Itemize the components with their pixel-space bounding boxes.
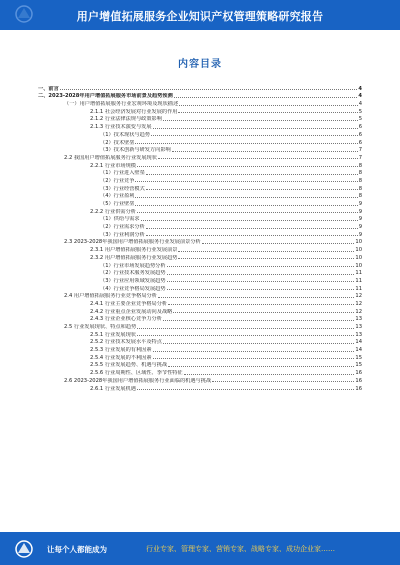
toc-entry-text: 二、2023-2028年用户增值拓展服务市场前景及趋势预测 bbox=[38, 93, 173, 100]
toc-entry-text: （2）行业需求分析 bbox=[100, 224, 145, 231]
toc-entry-page: 15 bbox=[355, 354, 362, 361]
toc-entry-text: 2.1.2 行业法律法规与政策影响 bbox=[90, 116, 162, 123]
dot-leader bbox=[168, 304, 354, 305]
dot-leader bbox=[158, 297, 354, 298]
dot-leader bbox=[179, 105, 358, 106]
dot-leader bbox=[202, 243, 355, 244]
toc-entry-text: 2.5 行业发展现状、特点和趋势 bbox=[64, 324, 137, 330]
dot-leader bbox=[137, 166, 358, 167]
toc-entry-page: 16 bbox=[355, 385, 362, 392]
dot-leader bbox=[167, 266, 355, 267]
dot-leader bbox=[167, 289, 355, 290]
toc-entry-page: 10 bbox=[355, 262, 362, 269]
dot-leader bbox=[151, 135, 358, 136]
toc-entry-text: 2.3.1 用户增值拓展服务行业发展前景 bbox=[90, 247, 178, 254]
toc-entry-page: 7 bbox=[358, 154, 362, 161]
toc-entry-text: （1）供给与需求 bbox=[100, 216, 140, 223]
toc-entry-page: 12 bbox=[355, 293, 362, 300]
page-footer bbox=[0, 532, 400, 565]
dot-leader bbox=[146, 189, 358, 190]
toc-entry-text: 一、前言 bbox=[38, 85, 59, 92]
toc-entry[interactable] bbox=[38, 238, 362, 246]
toc-entry-page: 15 bbox=[355, 362, 362, 369]
toc-entry-page: 5 bbox=[358, 116, 362, 123]
toc-entry[interactable] bbox=[38, 315, 362, 323]
toc-entry-page: 12 bbox=[355, 308, 362, 315]
dot-leader bbox=[167, 274, 355, 275]
footer-tagline: 行业专家、管理专家、营销专家、战略专家、成功企业家…… bbox=[146, 545, 335, 553]
dot-leader bbox=[137, 328, 354, 329]
toc-entry-text: 2.1.3 行业技术演变与发展 bbox=[90, 124, 152, 131]
report-title: 用户增值拓展服务企业知识产权管理策略研究报告 bbox=[76, 10, 324, 23]
toc-entry[interactable] bbox=[38, 199, 362, 207]
toc-entry-text: 2.4 用户增值拓展服务行业竞争格局分析 bbox=[64, 293, 157, 300]
dot-leader bbox=[173, 312, 354, 313]
toc-entry[interactable] bbox=[38, 146, 362, 154]
dot-leader bbox=[168, 366, 354, 367]
toc-entry[interactable] bbox=[38, 322, 362, 330]
toc-entry-text: （4）行业盈利 bbox=[100, 193, 135, 200]
toc-entry-page: 8 bbox=[358, 170, 362, 177]
toc-entry[interactable] bbox=[38, 330, 362, 338]
toc-entry-text: （5）行业壁垒 bbox=[100, 201, 135, 207]
toc-entry-page: 8 bbox=[358, 162, 362, 169]
toc-entry-page: 8 bbox=[358, 177, 362, 184]
toc-entry[interactable] bbox=[38, 184, 362, 192]
dot-leader bbox=[135, 181, 357, 182]
toc-entry-page: 10 bbox=[355, 247, 362, 254]
dot-leader bbox=[184, 374, 355, 375]
toc-entry[interactable] bbox=[38, 376, 362, 384]
toc-entry-page: 8 bbox=[358, 193, 362, 200]
toc-entry-page: 4 bbox=[358, 85, 362, 92]
toc-entry-page: 14 bbox=[355, 347, 362, 354]
dot-leader bbox=[137, 335, 354, 336]
dot-leader bbox=[135, 205, 357, 206]
dot-leader bbox=[172, 151, 358, 152]
dot-leader bbox=[146, 235, 358, 236]
toc-entry-text: 2.4.3 行业企业核心竞争力分析 bbox=[90, 316, 162, 323]
dot-leader bbox=[178, 258, 354, 259]
toc-entry-page: 6 bbox=[358, 131, 362, 138]
toc-entry[interactable] bbox=[38, 207, 362, 215]
toc-entry-page: 16 bbox=[355, 370, 362, 377]
toc-entry-text: 2.2 我国用户增值拓展服务行业发展现状 bbox=[64, 154, 157, 161]
toc-entry-text: 2.4.2 行业重点企业发展动向及战略 bbox=[90, 308, 173, 315]
toc-entry[interactable] bbox=[38, 368, 362, 376]
dot-leader bbox=[141, 220, 358, 221]
dot-leader bbox=[163, 120, 358, 121]
toc-entry-text: 2.4.1 行业主要企业竞争格局分析 bbox=[90, 300, 168, 307]
toc-entry-page: 11 bbox=[355, 285, 362, 292]
toc-entry-page: 14 bbox=[355, 339, 362, 346]
toc-entry-text: 2.6 2023-2028年我国用户增值拓展服务行业面临的机遇与挑战 bbox=[64, 377, 212, 384]
toc-entry[interactable] bbox=[38, 253, 362, 261]
toc-entry-text: 2.5.6 行业周期性、区域性、季节性特征 bbox=[90, 370, 183, 377]
toc-entry-page: 11 bbox=[355, 270, 362, 277]
toc-entry-page: 9 bbox=[358, 201, 362, 207]
toc-entry[interactable] bbox=[38, 345, 362, 353]
toc-entry-page: 13 bbox=[355, 316, 362, 323]
table-of-contents bbox=[38, 84, 362, 392]
toc-entry-page: 9 bbox=[358, 224, 362, 231]
toc-entry[interactable] bbox=[38, 353, 362, 361]
footer-slogan: 让每个人都能成为 bbox=[47, 545, 107, 554]
toc-entry-page: 12 bbox=[355, 300, 362, 307]
toc-entry-text: 2.2.1 行业市场规模 bbox=[90, 162, 136, 169]
toc-entry-text: 2.5.1 行业发展现状 bbox=[90, 331, 136, 338]
page-header bbox=[0, 0, 400, 30]
toc-entry[interactable] bbox=[38, 115, 362, 123]
dot-leader bbox=[178, 112, 357, 113]
toc-entry[interactable] bbox=[38, 122, 362, 130]
dot-leader bbox=[174, 97, 358, 98]
dot-leader bbox=[146, 174, 358, 175]
toc-entry[interactable] bbox=[38, 192, 362, 200]
toc-entry-page: 13 bbox=[355, 331, 362, 338]
toc-entry-page: 10 bbox=[355, 254, 362, 261]
toc-entry-text: 2.1.1 社会经济发展对行业发展的作用 bbox=[90, 108, 178, 115]
toc-entry[interactable] bbox=[38, 169, 362, 177]
toc-entry[interactable] bbox=[38, 130, 362, 138]
dot-leader bbox=[212, 381, 354, 382]
dot-leader bbox=[178, 251, 354, 252]
logo-icon bbox=[14, 539, 34, 559]
dot-leader bbox=[153, 358, 355, 359]
toc-entry-text: （3）行业经营模式 bbox=[100, 185, 145, 192]
toc-entry[interactable] bbox=[38, 384, 362, 392]
toc-entry[interactable] bbox=[38, 245, 362, 253]
dot-leader bbox=[146, 228, 358, 229]
toc-entry-page: 9 bbox=[358, 208, 362, 215]
toc-entry[interactable] bbox=[38, 222, 362, 230]
toc-entry-page: 4 bbox=[358, 93, 362, 100]
toc-entry-page: 7 bbox=[358, 147, 362, 154]
dot-leader bbox=[163, 343, 354, 344]
toc-entry-text: 2.2.2 行业供需分析 bbox=[90, 208, 136, 215]
toc-entry-page: 13 bbox=[355, 324, 362, 330]
toc-entry[interactable] bbox=[38, 153, 362, 161]
dot-leader bbox=[135, 197, 357, 198]
dot-leader bbox=[137, 212, 358, 213]
toc-entry-page: 10 bbox=[355, 239, 362, 246]
toc-entry-text: 2.5.4 行业发展的不利因素 bbox=[90, 354, 152, 361]
toc-entry-text: （2）行业竞争 bbox=[100, 177, 135, 184]
toc-entry-page: 5 bbox=[358, 108, 362, 115]
toc-entry-text: （1）行业进入壁垒 bbox=[100, 170, 145, 177]
dot-leader bbox=[163, 320, 354, 321]
toc-entry-page: 6 bbox=[358, 139, 362, 146]
toc-entry[interactable] bbox=[38, 215, 362, 223]
toc-entry-text: （1）技术现状与趋势 bbox=[100, 131, 150, 138]
toc-entry-text: （一）用户增值拓展服务行业宏观环境及现状描述 bbox=[64, 101, 179, 108]
toc-entry[interactable] bbox=[38, 269, 362, 277]
dot-leader bbox=[153, 128, 358, 129]
toc-entry[interactable] bbox=[38, 284, 362, 292]
toc-entry[interactable] bbox=[38, 292, 362, 300]
toc-entry[interactable] bbox=[38, 361, 362, 369]
toc-entry-text: 2.3 2023-2028年我国用户增值拓展服务行业发展前景分析 bbox=[64, 239, 201, 246]
toc-entry-text: 2.5.3 行业发展的有利因素 bbox=[90, 347, 152, 354]
toc-entry-text: （2）技术壁垒 bbox=[100, 139, 135, 146]
toc-entry[interactable] bbox=[38, 276, 362, 284]
toc-entry-page: 11 bbox=[355, 277, 362, 284]
toc-entry-page: 9 bbox=[358, 216, 362, 223]
toc-entry-page: 16 bbox=[355, 377, 362, 384]
dot-leader bbox=[153, 351, 355, 352]
dot-leader bbox=[167, 281, 355, 282]
toc-entry[interactable] bbox=[38, 307, 362, 315]
toc-entry-text: （1）行业市场发展趋势分析 bbox=[100, 262, 166, 269]
toc-entry-page: 9 bbox=[358, 231, 362, 238]
toc-entry-text: （3）技术创新与研发方向影响 bbox=[100, 147, 171, 154]
toc-entry[interactable] bbox=[38, 161, 362, 169]
toc-heading: 内容目录 bbox=[178, 59, 222, 70]
toc-entry-text: （3）行业利润分析 bbox=[100, 231, 145, 238]
toc-entry-text: （2）行业技术服务发展趋势 bbox=[100, 270, 166, 277]
dot-leader bbox=[135, 143, 357, 144]
toc-entry-text: 2.5.5 行业发展趋势、机遇与挑战 bbox=[90, 362, 168, 369]
toc-entry[interactable] bbox=[38, 230, 362, 238]
dot-leader bbox=[137, 389, 354, 390]
toc-entry-text: 2.3.2 用户增值拓展服务行业发展趋势 bbox=[90, 254, 178, 261]
toc-entry-text: 2.6.1 行业发展机遇 bbox=[90, 385, 136, 392]
toc-entry-page: 8 bbox=[358, 185, 362, 192]
toc-entry-text: 2.5.2 行业技术发展水平及特点 bbox=[90, 339, 162, 346]
toc-entry-page: 6 bbox=[358, 124, 362, 131]
toc-entry-page: 4 bbox=[358, 101, 362, 108]
toc-entry[interactable] bbox=[38, 99, 362, 107]
toc-entry[interactable] bbox=[38, 138, 362, 146]
toc-entry[interactable] bbox=[38, 261, 362, 269]
toc-entry[interactable] bbox=[38, 92, 362, 100]
toc-entry-text: （4）行业竞争格局发展趋势 bbox=[100, 285, 166, 292]
dot-leader bbox=[60, 89, 358, 90]
toc-entry[interactable] bbox=[38, 338, 362, 346]
toc-entry[interactable] bbox=[38, 107, 362, 115]
toc-entry-text: （3）行业应用领域发展趋势 bbox=[100, 277, 166, 284]
toc-entry[interactable] bbox=[38, 299, 362, 307]
toc-entry[interactable] bbox=[38, 176, 362, 184]
dot-leader bbox=[158, 158, 358, 159]
toc-entry[interactable] bbox=[38, 84, 362, 92]
